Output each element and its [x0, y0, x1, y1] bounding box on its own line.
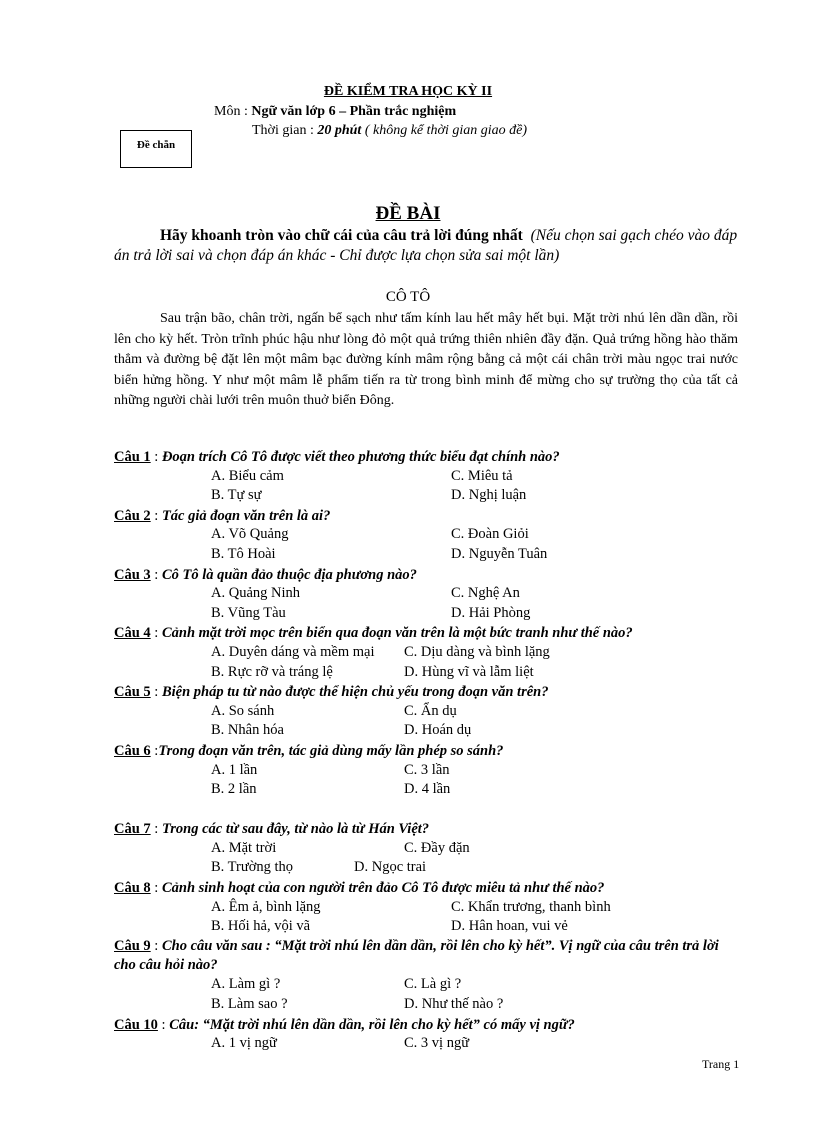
- question-4: Câu 4 : Cảnh mặt trời mọc trên biển qua đoạn văn trên là một bức tranh như thế nào?: [114, 625, 633, 641]
- exam-variant-box: Đề chẵn: [120, 130, 192, 168]
- question-number: Câu 6: [114, 743, 151, 759]
- q4-option-c: C. Dịu dàng và bình lặng: [404, 644, 550, 660]
- section-title: ĐỀ BÀI: [375, 203, 441, 224]
- q1-option-d: D. Nghị luận: [451, 487, 527, 503]
- exam-subject: [214, 104, 456, 120]
- question-6: Câu 6 :Trong đoạn văn trên, tác giả dùng mấy lần phép so sánh?: [114, 743, 504, 759]
- question-number: Câu 3: [114, 567, 151, 583]
- q9-option-c: C. Là gì ?: [404, 976, 462, 992]
- q6-option-c: C. 3 lần: [404, 762, 450, 778]
- question-text: Cho câu văn sau : “Mặt trời nhú lên dần dần, rồi lên cho kỳ hết”. Vị ngữ của câu trên trả lời cho câu hỏi nào?: [114, 938, 719, 973]
- passage-text: Sau trận bão, chân trời, ngấn bể sạch như tấm kính lau hết mây hết bụi. Mặt trời nhú lên dần dần, rồi lên cho kỳ hết. Tròn trĩnh phúc hậu như lòng đỏ một quả trứng thiên nhiên đầy đặn. Quả trứng hồng hào thăm thẳm và đường bệ đặt lên một mâm bạc đường kính mâm rộng bằng cả một cái chân trời màu ngọc trai nước biển hửng hồng. Y như một mâm lễ phẩm tiến ra từ trong bình minh để mừng cho sự trường thọ của tất cả những người chài lưới trên muôn thuở biển Đông.: [114, 311, 738, 409]
- question-text: Câu: “Mặt trời nhú lên dần dần, rồi lên cho kỳ hết” có mấy vị ngữ?: [169, 1017, 575, 1033]
- q10-option-a: A. 1 vị ngữ: [211, 1035, 277, 1051]
- q6-option-a: A. 1 lần: [211, 762, 258, 778]
- q5-option-a: A. So sánh: [211, 703, 275, 719]
- exam-time: [252, 123, 527, 139]
- subject-name: Ngữ văn lớp 6 – Phần trắc nghiệm: [251, 104, 457, 119]
- question-number: Câu 10: [114, 1017, 158, 1033]
- time-note: ( không kể thời gian giao đề): [361, 123, 528, 138]
- instruction-lead: Hãy khoanh tròn vào chữ cái của câu trả lời đúng nhất: [160, 227, 523, 244]
- q4-option-a: A. Duyên dáng và mềm mại: [211, 644, 375, 660]
- question-9: Câu 9 : Cho câu văn sau : “Mặt trời nhú lên dần dần, rồi lên cho kỳ hết”. Vị ngữ của câu trên trả lời cho câu hỏi nào?: [114, 938, 719, 973]
- question-1: Câu 1 : Đoạn trích Cô Tô được viết theo phương thức biểu đạt chính nào?: [114, 449, 560, 465]
- instruction: [114, 226, 744, 266]
- q8-option-a: A. Êm ả, bình lặng: [211, 899, 321, 915]
- instruction-note: (Nếu chọn sai gạch chéo vào đáp án trả lời sai và chọn đáp án khác - Chỉ được lựa chọn sửa sai một lần): [114, 227, 738, 264]
- question-text: Đoạn trích Cô Tô được viết theo phương thức biểu đạt chính nào?: [161, 449, 560, 465]
- q7-option-d: D. Ngọc trai: [354, 859, 427, 875]
- q5-option-d: D. Hoán dụ: [404, 722, 472, 738]
- time-value: 20 phút: [317, 123, 362, 138]
- q1-option-a: A. Biểu cảm: [211, 468, 284, 484]
- page-number: Trang 1: [702, 1057, 740, 1071]
- question-5: Câu 5 : Biện pháp tu từ nào được thể hiện chủ yếu trong đoạn văn trên?: [114, 684, 549, 700]
- question-10: Câu 10 : Câu: “Mặt trời nhú lên dần dần, rồi lên cho kỳ hết” có mấy vị ngữ?: [114, 1017, 575, 1033]
- q1-option-c: C. Miêu tả: [451, 468, 513, 484]
- passage-title: CÔ TÔ: [385, 289, 431, 305]
- q3-option-d: D. Hải Phòng: [451, 605, 531, 621]
- question-number: Câu 8: [114, 880, 151, 896]
- q8-option-c: C. Khẩn trương, thanh bình: [451, 899, 611, 915]
- q7-option-a: A. Mặt trời: [211, 840, 277, 856]
- subject-prefix: Môn :: [214, 104, 252, 119]
- q5-option-b: B. Nhân hóa: [211, 722, 284, 738]
- q2-option-b: B. Tô Hoài: [211, 546, 276, 562]
- q3-option-b: B. Vũng Tàu: [211, 605, 286, 621]
- q2-option-d: D. Nguyễn Tuân: [451, 546, 548, 562]
- question-text: Tác giả đoạn văn trên là ai?: [161, 508, 331, 524]
- q5-option-c: C. Ẩn dụ: [404, 703, 457, 719]
- q4-option-b: B. Rực rỡ và tráng lệ: [211, 664, 333, 680]
- exam-title: ĐỀ KIỂM TRA HỌC KỲ II: [323, 84, 493, 99]
- q1-option-b: B. Tự sự: [211, 487, 262, 503]
- q3-option-c: C. Nghệ An: [451, 585, 520, 601]
- question-number: Câu 7: [114, 821, 151, 837]
- q9-option-a: A. Làm gì ?: [211, 976, 281, 992]
- question-8: Câu 8 : Cảnh sinh hoạt của con người trên đảo Cô Tô được miêu tả như thế nào?: [114, 880, 605, 896]
- question-text: Cảnh sinh hoạt của con người trên đảo Cô Tô được miêu tả như thế nào?: [161, 880, 605, 896]
- question-2: Câu 2 : Tác giả đoạn văn trên là ai?: [114, 508, 331, 524]
- q10-option-c: C. 3 vị ngữ: [404, 1035, 470, 1051]
- q4-option-d: D. Hùng vĩ và lẫm liệt: [404, 664, 534, 680]
- q6-option-b: B. 2 lần: [211, 781, 257, 797]
- q9-option-d: D. Như thế nào ?: [404, 996, 504, 1012]
- question-number: Câu 9: [114, 938, 151, 954]
- question-text: Cảnh mặt trời mọc trên biển qua đoạn văn trên là một bức tranh như thế nào?: [161, 625, 633, 641]
- q7-option-b: B. Trường thọ: [211, 859, 294, 875]
- q6-option-d: D. 4 lần: [404, 781, 451, 797]
- q9-option-b: B. Làm sao ?: [211, 996, 288, 1012]
- question-7: Câu 7 : Trong các từ sau đây, từ nào là từ Hán Việt?: [114, 821, 430, 837]
- question-text: Trong đoạn văn trên, tác giả dùng mấy lần phép so sánh?: [158, 743, 504, 759]
- question-number: Câu 5: [114, 684, 151, 700]
- question-text: Cô Tô là quần đảo thuộc địa phương nào?: [161, 567, 417, 583]
- q2-option-c: C. Đoàn Giỏi: [451, 526, 529, 542]
- question-3: Câu 3 : Cô Tô là quần đảo thuộc địa phương nào?: [114, 567, 417, 583]
- question-number: Câu 1: [114, 449, 151, 465]
- time-prefix: Thời gian :: [252, 123, 318, 138]
- q8-option-b: B. Hối hả, vội vã: [211, 918, 311, 934]
- question-number: Câu 4: [114, 625, 151, 641]
- q2-option-a: A. Võ Quảng: [211, 526, 289, 542]
- question-number: Câu 2: [114, 508, 151, 524]
- q3-option-a: A. Quảng Ninh: [211, 585, 301, 601]
- question-text: Biện pháp tu từ nào được thể hiện chủ yếu trong đoạn văn trên?: [161, 684, 549, 700]
- question-text: Trong các từ sau đây, từ nào là từ Hán Việt?: [161, 821, 430, 837]
- q8-option-d: D. Hân hoan, vui vẻ: [451, 918, 568, 934]
- q7-option-c: C. Đầy đặn: [404, 840, 470, 856]
